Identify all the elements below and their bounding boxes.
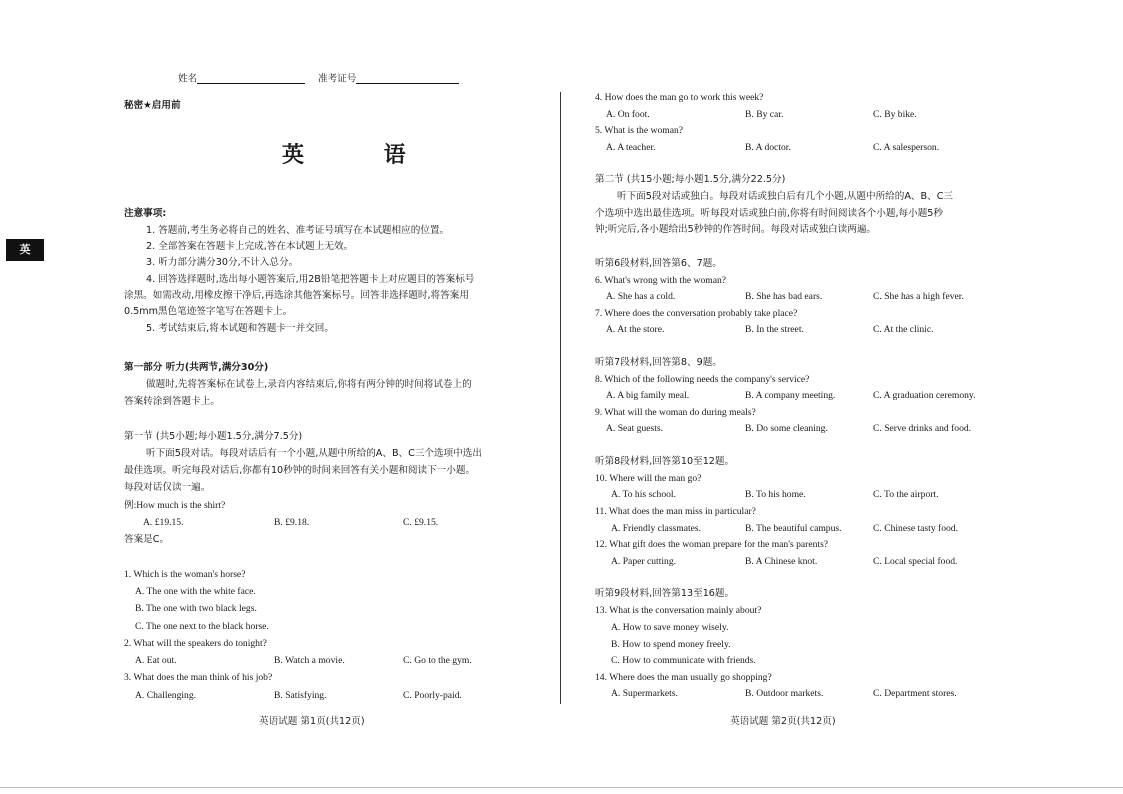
part1-intro: 答案转涂到答题卡上。 bbox=[124, 396, 220, 407]
option-c[interactable]: C. Serve drinks and food. bbox=[873, 423, 972, 434]
section1-intro: 每段对话仅读一遍。 bbox=[124, 482, 211, 493]
notice-line: 涂黑。如需改动,用橡皮擦干净后,再选涂其他答案标号。回答非选择题时,将答案用 bbox=[124, 290, 469, 301]
name-blank[interactable] bbox=[197, 73, 305, 84]
option-a[interactable]: A. Seat guests. bbox=[606, 423, 664, 434]
notice-line: 1. 答题前,考生务必将自己的姓名、准考证号填写在本试题相应的位置。 bbox=[146, 225, 450, 236]
notice-line: 4. 回答选择题时,选出每小题答案后,用2B铅笔把答题卡上对应题目的答案标号 bbox=[146, 274, 475, 285]
section2-intro: 钟;听完后,各小题给出5秒钟的作答时间。每段对话或独白读两遍。 bbox=[595, 224, 877, 235]
option-a[interactable]: A. Eat out. bbox=[135, 655, 177, 666]
question-8: 8. Which of the following needs the company's service? bbox=[595, 374, 810, 385]
notice-line: 2. 全部答案在答题卡上完成,答在本试题上无效。 bbox=[146, 241, 354, 252]
material-heading: 听第9段材料,回答第13至16题。 bbox=[595, 588, 735, 599]
option-b[interactable]: B. In the street. bbox=[745, 324, 804, 335]
subject-title: 英 语 bbox=[282, 143, 442, 168]
question-6: 6. What's wrong with the woman? bbox=[595, 275, 727, 286]
option-c[interactable]: C. The one next to the black horse. bbox=[135, 621, 269, 632]
example-answer: 答案是C。 bbox=[124, 534, 170, 545]
option-a[interactable]: A. The one with the white face. bbox=[135, 586, 256, 597]
option-b[interactable]: B. A company meeting. bbox=[745, 390, 836, 401]
question-7: 7. Where does the conversation probably take place? bbox=[595, 308, 798, 319]
notice-line: 3. 听力部分满分30分,不计入总分。 bbox=[146, 257, 299, 268]
question-10: 10. Where will the man go? bbox=[595, 473, 702, 484]
option-a[interactable]: A. A teacher. bbox=[606, 142, 656, 153]
option-a[interactable]: A. Friendly classmates. bbox=[611, 523, 702, 534]
page-divider bbox=[560, 92, 561, 704]
section2-title: 第二节 (共15小题;每小题1.5分,满分22.5分) bbox=[595, 174, 786, 185]
option-c[interactable]: C. Department stores. bbox=[873, 688, 957, 699]
question-1: 1. Which is the woman's horse? bbox=[124, 569, 246, 580]
question-5: 5. What is the woman? bbox=[595, 125, 684, 136]
material-heading: 听第6段材料,回答第6、7题。 bbox=[595, 258, 722, 269]
option-c[interactable]: C. Poorly-paid. bbox=[403, 690, 462, 701]
question-9: 9. What will the woman do during meals? bbox=[595, 407, 756, 418]
option-c[interactable]: C. Local special food. bbox=[873, 556, 958, 567]
option-a[interactable]: A. At the store. bbox=[606, 324, 665, 335]
option-c[interactable]: C. Chinese tasty food. bbox=[873, 523, 959, 534]
exam-id-blank[interactable] bbox=[356, 73, 459, 84]
option-c[interactable]: C. By bike. bbox=[873, 109, 917, 120]
option-c[interactable]: C. She has a high fever. bbox=[873, 291, 964, 302]
scan-edge bbox=[0, 787, 1123, 788]
option-c[interactable]: C. To the airport. bbox=[873, 489, 939, 500]
option-c[interactable]: C. A graduation ceremony. bbox=[873, 390, 976, 401]
option-c[interactable]: C. Go to the gym. bbox=[403, 655, 472, 666]
example-question: 例:How much is the shirt? bbox=[124, 500, 226, 511]
option-c[interactable]: C. At the clinic. bbox=[873, 324, 934, 335]
option-a[interactable]: A. Paper cutting. bbox=[611, 556, 677, 567]
notice-title: 注意事项: bbox=[124, 208, 167, 219]
material-heading: 听第7段材料,回答第8、9题。 bbox=[595, 357, 722, 368]
notice-line: 5. 考试结束后,将本试题和答题卡一并交回。 bbox=[146, 323, 334, 334]
material-heading: 听第8段材料,回答第10至12题。 bbox=[595, 456, 735, 467]
name-label: 姓名 bbox=[178, 73, 198, 85]
part1-intro: 做题时,先将答案标在试卷上,录音内容结束后,你将有两分钟的时间将试卷上的 bbox=[146, 379, 472, 390]
example-option-c: C. £9.15. bbox=[403, 517, 439, 528]
option-b[interactable]: B. How to spend money freely. bbox=[611, 639, 731, 650]
option-b[interactable]: B. Outdoor markets. bbox=[745, 688, 824, 699]
example-option-a: A. £19.15. bbox=[143, 517, 184, 528]
footer-left: 英语试题 第1页(共12页) bbox=[259, 716, 365, 727]
question-11: 11. What does the man miss in particular? bbox=[595, 506, 756, 517]
secret-label: 秘密★启用前 bbox=[124, 100, 181, 111]
question-12: 12. What gift does the woman prepare for the man's parents? bbox=[595, 539, 829, 550]
exam-id-label: 准考证号 bbox=[318, 73, 357, 85]
option-a[interactable]: A. How to save money wisely. bbox=[611, 622, 729, 633]
example-option-b: B. £9.18. bbox=[274, 517, 310, 528]
section1-intro: 最佳选项。听完每段对话后,你都有10秒钟的时间来回答有关小题和阅读下一小题。 bbox=[124, 465, 476, 476]
section2-intro: 听下面5段对话或独白。每段对话或独白后有几个小题,从题中所给的A、B、C三 bbox=[617, 191, 953, 202]
option-b[interactable]: B. By car. bbox=[745, 109, 784, 120]
question-4: 4. How does the man go to work this week? bbox=[595, 92, 764, 103]
option-a[interactable]: A. She has a cold. bbox=[606, 291, 676, 302]
option-b[interactable]: B. A doctor. bbox=[745, 142, 791, 153]
option-b[interactable]: B. A Chinese knot. bbox=[745, 556, 818, 567]
option-b[interactable]: B. She has bad ears. bbox=[745, 291, 823, 302]
section2-intro: 个选项中选出最佳选项。听每段对话或独白前,你将有时间阅读各个小题,每小题5秒 bbox=[595, 208, 943, 219]
option-a[interactable]: A. On foot. bbox=[606, 109, 650, 120]
option-b[interactable]: B. To his home. bbox=[745, 489, 806, 500]
exam-id-field[interactable] bbox=[318, 73, 459, 84]
section1-intro: 听下面5段对话。每段对话后有一个小题,从题中所给的A、B、C三个选项中选出 bbox=[146, 448, 482, 459]
question-2: 2. What will the speakers do tonight? bbox=[124, 638, 267, 649]
section1-title: 第一节 (共5小题;每小题1.5分,满分7.5分) bbox=[124, 431, 303, 442]
option-a[interactable]: A. To his school. bbox=[611, 489, 676, 500]
side-tab: 英 bbox=[6, 239, 44, 261]
question-14: 14. Where does the man usually go shopping? bbox=[595, 672, 772, 683]
option-b[interactable]: B. Do some cleaning. bbox=[745, 423, 828, 434]
question-13: 13. What is the conversation mainly about? bbox=[595, 605, 762, 616]
option-c[interactable]: C. A salesperson. bbox=[873, 142, 940, 153]
option-b[interactable]: B. The one with two black legs. bbox=[135, 603, 257, 614]
option-b[interactable]: B. The beautiful campus. bbox=[745, 523, 842, 534]
option-b[interactable]: B. Satisfying. bbox=[274, 690, 327, 701]
question-3: 3. What does the man think of his job? bbox=[124, 672, 273, 683]
notice-line: 0.5mm黑色笔迹签字笔写在答题卡上。 bbox=[124, 306, 293, 317]
option-a[interactable]: A. Supermarkets. bbox=[611, 688, 678, 699]
option-a[interactable]: A. A big family meal. bbox=[606, 390, 690, 401]
option-c[interactable]: C. How to communicate with friends. bbox=[611, 655, 756, 666]
part1-title: 第一部分 听力(共两节,满分30分) bbox=[124, 362, 269, 373]
option-b[interactable]: B. Watch a movie. bbox=[274, 655, 345, 666]
footer-right: 英语试题 第2页(共12页) bbox=[730, 716, 836, 727]
option-a[interactable]: A. Challenging. bbox=[135, 690, 197, 701]
name-field[interactable] bbox=[178, 73, 305, 84]
